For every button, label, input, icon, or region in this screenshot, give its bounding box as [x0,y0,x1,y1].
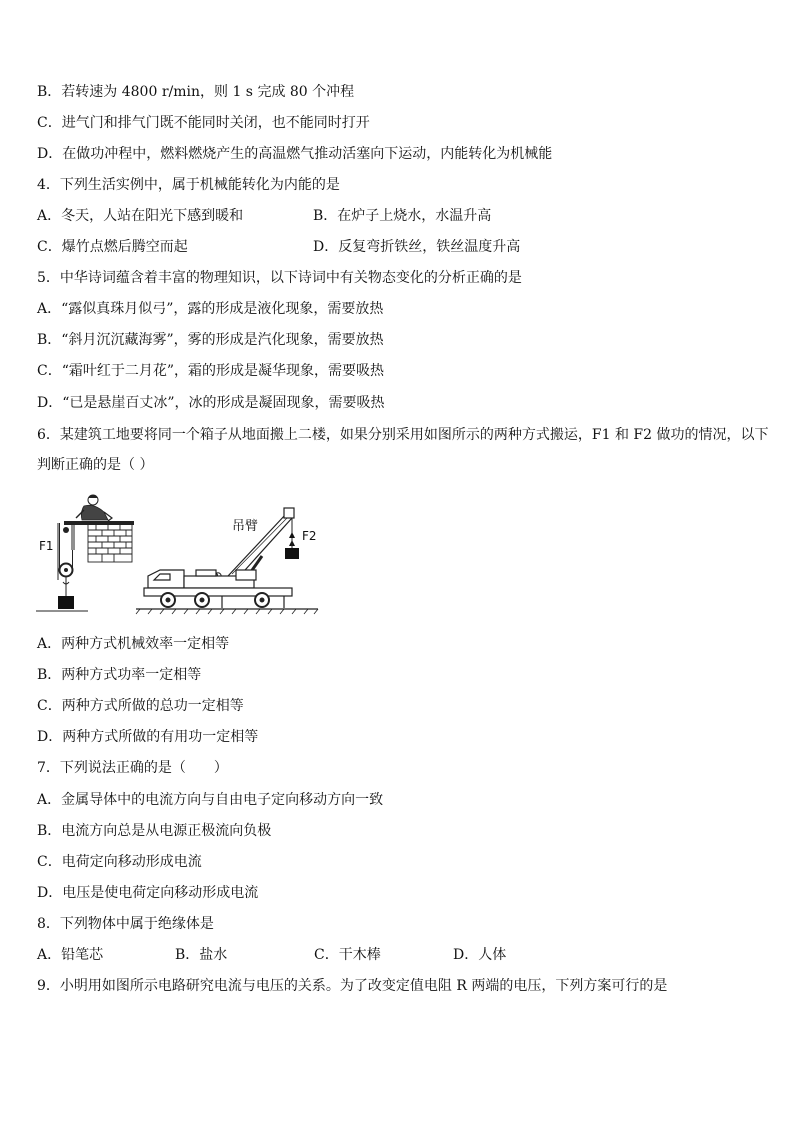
q3-option-b: B．若转速为 4800 r/min，则 1 s 完成 80 个冲程 [37,84,355,100]
pulley-box [58,596,74,609]
q8-stem: 8．下列物体中属于绝缘体是 [37,916,214,932]
q7-stem: 7．下列说法正确的是（ ） [37,760,228,776]
q6-stem-line2: 判断正确的是（ ） [37,457,154,473]
q3-option-c: C．进气门和排气门既不能同时关闭，也不能同时打开 [37,115,370,131]
q4-option-b: B．在炉子上烧水，水温升高 [313,208,492,224]
q6-option-d: D．两种方式所做的有用功一定相等 [37,729,259,745]
q6-figure [36,490,326,620]
pulley-diagram [36,495,134,611]
q7-option-c: C．电荷定向移动形成电流 [37,854,202,870]
worker-figure [76,495,112,521]
f1-label: F1 [39,539,54,553]
q4-stem: 4．下列生活实例中，属于机械能转化为内能的是 [37,177,340,193]
q4-option-d: D．反复弯折铁丝，铁丝温度升高 [313,239,521,255]
q4-option-c: C．爆竹点燃后腾空而起 [37,239,188,255]
q8-option-d: D．人体 [453,947,507,963]
q4-option-a: A．冬天，人站在阳光下感到暖和 [37,208,244,224]
crane-arm-label: 吊臂 [232,519,259,534]
q6-option-a: A．两种方式机械效率一定相等 [37,636,230,652]
q7-option-b: B．电流方向总是从电源正极流向负极 [37,823,272,839]
q8-option-b: B．盐水 [175,947,228,963]
q3-option-d: D．在做功冲程中，燃料燃烧产生的高温燃气推动活塞向下运动，内能转化为机械能 [37,146,553,162]
q7-option-a: A．金属导体中的电流方向与自由电子定向移动方向一致 [37,792,384,808]
q9-stem: 9．小明用如图所示电路研究电流与电压的关系。为了改变定值电阻 R 两端的电压，下列方案可行的是 [37,978,668,994]
q7-option-d: D．电压是使电荷定向移动形成电流 [37,885,259,901]
q5-option-d: D．“已是悬崖百丈冰”，冰的形成是凝固现象，需要吸热 [37,395,385,411]
q8-option-a: A．铅笔芯 [37,947,104,963]
crane-truck-diagram [136,508,318,614]
q6-stem-line1: 6．某建筑工地要将同一个箱子从地面搬上二楼，如果分别采用如图所示的两种方式搬运，F1 和 F2 做功的情况，以下 [37,427,769,443]
q8-option-c: C．干木棒 [314,947,381,963]
q5-option-a: A．“露似真珠月似弓”，露的形成是液化现象，需要放热 [37,301,384,317]
q5-option-b: B．“斜月沉沉藏海雾”，雾的形成是汽化现象，需要放热 [37,332,384,348]
q6-option-b: B．两种方式功率一定相等 [37,667,202,683]
q6-option-c: C．两种方式所做的总功一定相等 [37,698,244,714]
q5-stem: 5．中华诗词蕴含着丰富的物理知识，以下诗词中有关物态变化的分析正确的是 [37,270,522,286]
crane-box [285,548,299,559]
q5-option-c: C．“霜叶红于二月花”，霜的形成是凝华现象，需要吸热 [37,363,385,379]
f2-label: F2 [302,529,317,543]
